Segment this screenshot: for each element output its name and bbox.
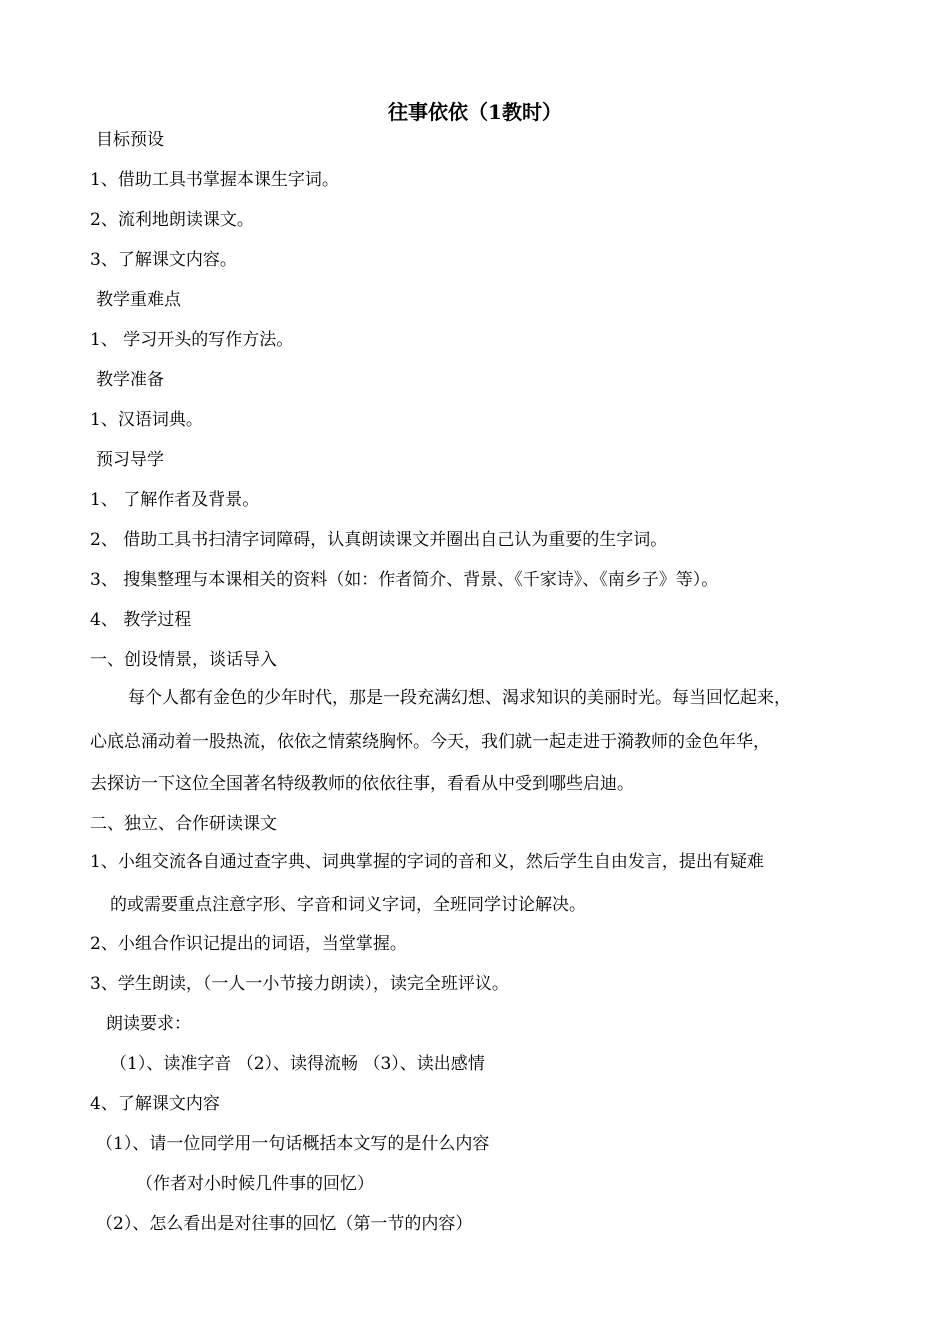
intro-paragraph-line-2: 心底总涌动着一股热流，依依之情萦绕胸怀。今天，我们就一起走进于漪教师的金色年华， [90, 732, 770, 752]
reading-item-1-continued: 的或需要重点注意字形、字音和词义字词，全班同学讨论解决。 [110, 895, 586, 915]
reading-requirements-label: 朗读要求： [106, 1014, 191, 1034]
content-answer-1: （作者对小时候几件事的回忆） [136, 1174, 374, 1194]
intro-paragraph-line-3: 去探访一下这位全国著名特级教师的依依往事，看看从中受到哪些启迪。 [90, 774, 634, 794]
section-heading-intro: 一、创设情景，谈话导入 [90, 650, 277, 670]
reading-item-1: 1、小组交流各自通过查字典、词典掌握的字词的音和义，然后学生自由发言，提出有疑难 [90, 852, 764, 872]
preview-item-3: 3、 搜集整理与本课相关的资料（如：作者简介、背景、《千家诗》、《南乡子》等）。 [90, 570, 719, 590]
reading-requirements-list: （1）、读准字音 （2）、读得流畅 （3）、读出感情 [110, 1054, 485, 1074]
section-heading-preview: 预习导学 [96, 450, 164, 470]
preview-item-1: 1、 了解作者及背景。 [90, 490, 260, 510]
section-heading-reading: 二、独立、合作研读课文 [90, 814, 277, 834]
preview-item-4: 4、 教学过程 [90, 610, 192, 630]
section-heading-preparation: 教学准备 [96, 370, 164, 390]
reading-item-4: 4、了解课文内容 [90, 1094, 220, 1114]
goal-item-3: 3、了解课文内容。 [90, 250, 237, 270]
reading-item-2: 2、小组合作识记提出的词语，当堂掌握。 [90, 934, 407, 954]
document-title: 往事依依（1教时） [388, 100, 562, 124]
goal-item-1: 1、借助工具书掌握本课生字词。 [90, 170, 339, 190]
preview-item-2: 2、 借助工具书扫清字词障碍，认真朗读课文并圈出自己认为重要的生字词。 [90, 530, 668, 550]
intro-paragraph-line-1: 每个人都有金色的少年时代，那是一段充满幻想、渴求知识的美丽时光。每当回忆起来， [128, 688, 791, 708]
preparation-item-1: 1、汉语词典。 [90, 410, 203, 430]
content-question-2: （2）、怎么看出是对往事的回忆（第一节的内容） [96, 1214, 473, 1234]
section-heading-goals: 目标预设 [96, 130, 164, 150]
key-point-item-1: 1、 学习开头的写作方法。 [90, 330, 294, 350]
goal-item-2: 2、流利地朗读课文。 [90, 210, 254, 230]
section-heading-key-points: 教学重难点 [96, 290, 181, 310]
content-question-1: （1）、请一位同学用一句话概括本文写的是什么内容 [96, 1134, 490, 1154]
reading-item-3: 3、学生朗读，（一人一小节接力朗读），读完全班评议。 [90, 974, 509, 994]
